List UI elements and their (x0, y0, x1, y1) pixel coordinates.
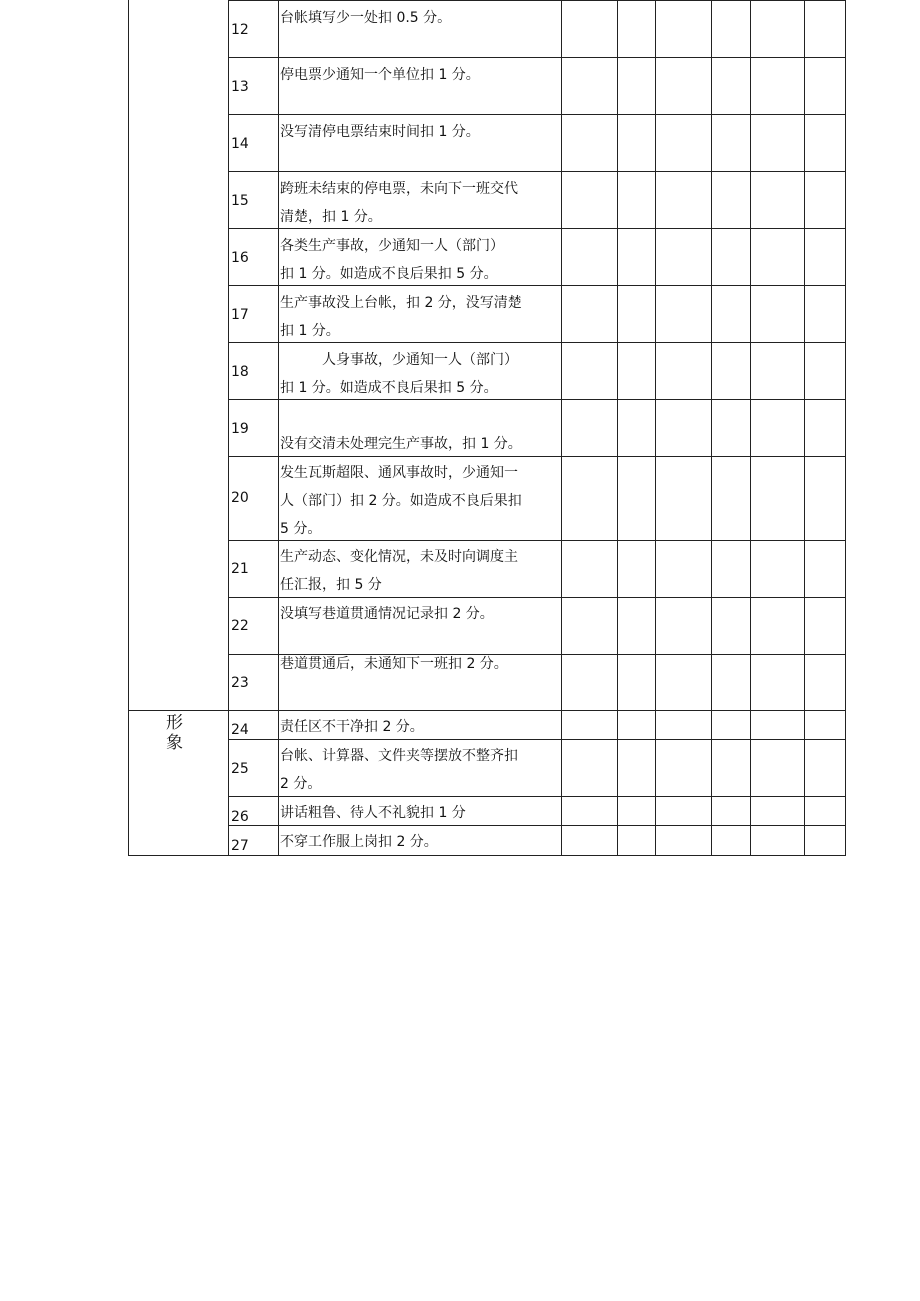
text-line: 扣 1 分。如造成不良后果扣 5 分。 (280, 380, 498, 396)
text-line: 没写清停电票结束时间扣 1 分。 (280, 124, 480, 140)
text-line: 讲话粗鲁、待人不礼貌扣 1 分 (280, 805, 466, 821)
row-text (280, 232, 564, 288)
text-line: 责任区不干净扣 2 分。 (280, 719, 424, 735)
row-number: 24 (231, 722, 249, 738)
text-line: 生产事故没上台帐，扣 2 分，没写清楚 (280, 295, 522, 311)
column-divider (278, 0, 279, 856)
text-line: 任汇报，扣 5 分 (280, 577, 382, 593)
text-line: 没有交清未处理完生产事故，扣 1 分。 (280, 436, 522, 452)
row-number: 16 (231, 250, 249, 266)
row-text (280, 713, 564, 741)
section-divider (128, 710, 846, 711)
row-text (280, 742, 564, 798)
row-text (280, 289, 564, 345)
text-line: 巷道贯通后，未通知下一班扣 2 分。 (280, 656, 508, 672)
section-label-text: 形象 (166, 713, 183, 753)
row-text (280, 118, 564, 146)
text-line: 2 分。 (280, 776, 322, 792)
text-line: 扣 1 分。 (280, 323, 340, 339)
column-divider (228, 0, 229, 856)
row-text (280, 543, 564, 599)
row-text (280, 459, 564, 543)
text-line: 不穿工作服上岗扣 2 分。 (280, 834, 438, 850)
column-divider (804, 0, 805, 856)
table-border-left (128, 0, 129, 856)
text-line: 人（部门）扣 2 分。如造成不良后果扣 (280, 493, 522, 509)
row-text (280, 61, 564, 89)
row-divider (228, 57, 846, 58)
row-number: 20 (231, 490, 249, 506)
row-text (280, 175, 564, 231)
row-divider (228, 0, 846, 1)
text-line: 5 分。 (280, 521, 322, 537)
row-number: 19 (231, 421, 249, 437)
text-line: 生产动态、变化情况，未及时向调度主 (280, 549, 518, 565)
row-text (280, 650, 564, 678)
row-text (280, 4, 564, 32)
text-line: 各类生产事故，少通知一人（部门） (280, 238, 504, 254)
text-line: 扣 1 分。如造成不良后果扣 5 分。 (280, 266, 498, 282)
row-text (280, 600, 564, 628)
text-line: 人身事故，少通知一人（部门） (322, 352, 518, 368)
column-divider (711, 0, 712, 856)
row-number: 15 (231, 193, 249, 209)
row-number: 21 (231, 561, 249, 577)
row-divider (228, 171, 846, 172)
section-label-image (166, 713, 186, 753)
column-divider (617, 0, 618, 856)
row-number: 26 (231, 809, 249, 825)
row-number: 12 (231, 22, 249, 38)
text-line: 停电票少通知一个单位扣 1 分。 (280, 67, 480, 83)
text-line: 跨班未结束的停电票，未向下一班交代 (280, 181, 518, 197)
column-divider (750, 0, 751, 856)
text-line: 台帐填写少一处扣 0.5 分。 (280, 10, 452, 26)
row-number: 23 (231, 675, 249, 691)
row-number: 18 (231, 364, 249, 380)
row-number: 17 (231, 307, 249, 323)
row-number: 25 (231, 761, 249, 777)
row-divider (228, 114, 846, 115)
row-text (280, 430, 564, 458)
row-number: 14 (231, 136, 249, 152)
column-divider (655, 0, 656, 856)
text-line: 台帐、计算器、文件夹等摆放不整齐扣 (280, 748, 518, 764)
row-number: 22 (231, 618, 249, 634)
table-border-right (845, 0, 846, 856)
row-text (280, 346, 564, 402)
text-line: 发生瓦斯超限、通风事故时，少通知一 (280, 465, 518, 481)
row-number: 13 (231, 79, 249, 95)
text-line: 清楚，扣 1 分。 (280, 209, 382, 225)
text-line: 没填写巷道贯通情况记录扣 2 分。 (280, 606, 494, 622)
row-text (280, 799, 564, 827)
row-text (280, 828, 564, 856)
row-number: 27 (231, 838, 249, 854)
